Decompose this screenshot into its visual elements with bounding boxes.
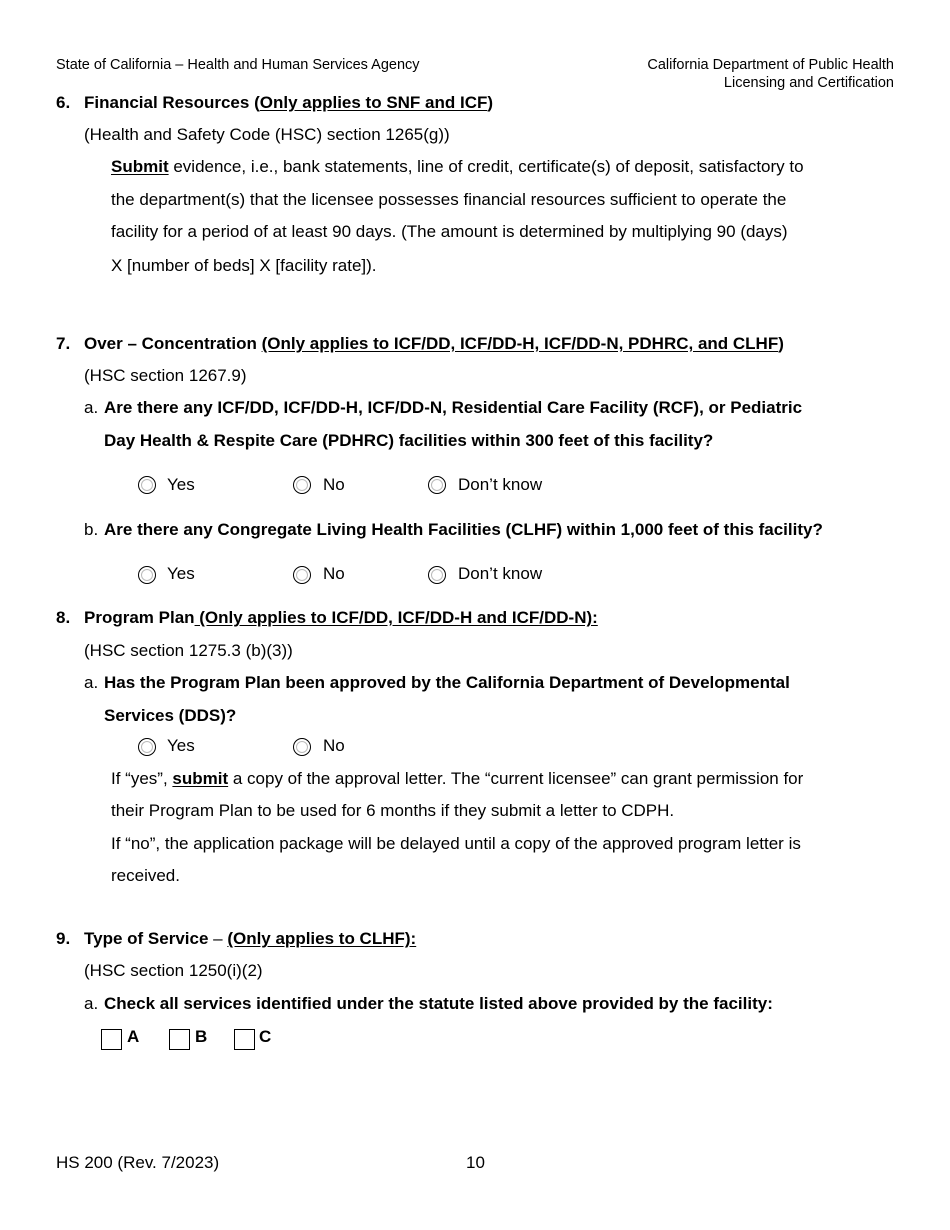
footer-form-number: HS 200 (Rev. 7/2023) — [56, 1153, 220, 1172]
service-b-checkbox[interactable] — [169, 1029, 190, 1050]
s7a-no-label: No — [323, 475, 345, 494]
service-b-label: B — [195, 1027, 208, 1046]
header-division: Licensing and Certification — [723, 75, 894, 91]
s7b-no-label: No — [323, 564, 345, 583]
section-8-no-instruction-line2: received. — [111, 866, 180, 885]
s7a-no-radio[interactable] — [293, 476, 311, 494]
footer-page-number: 10 — [466, 1153, 485, 1172]
section-7-title: Over – Concentration (Only applies to ICF/DD, ICF/DD-H, ICF/DD-N, PDHRC, and CLHF) — [84, 334, 784, 353]
section-6-text-line3: facility for a period of at least 90 days. (The amount is determined by multiplying 90 (days) — [111, 222, 788, 241]
service-a-checkbox[interactable] — [101, 1029, 122, 1050]
s8a-no-label: No — [323, 736, 345, 755]
s7a-yes-label: Yes — [167, 475, 195, 494]
section-6-reference: (Health and Safety Code (HSC) section 1265(g)) — [84, 125, 450, 144]
section-7-reference: (HSC section 1267.9) — [84, 366, 247, 385]
s8a-yes-label: Yes — [167, 736, 195, 755]
section-7a-question-line1: Are there any ICF/DD, ICF/DD-H, ICF/DD-N, Residential Care Facility (RCF), or Pediatric — [104, 398, 803, 417]
section-8-yes-instruction: If “yes”, submit a copy of the approval letter. The “current licensee” can grant permission for — [111, 769, 804, 788]
s7b-dont-know-radio[interactable] — [428, 566, 446, 584]
s7a-dont-know-radio[interactable] — [428, 476, 446, 494]
section-7a-question-line2: Day Health & Respite Care (PDHRC) facilities within 300 feet of this facility? — [104, 431, 714, 450]
header-department: California Department of Public Health — [647, 57, 894, 73]
section-8-title: Program Plan (Only applies to ICF/DD, ICF/DD-H and ICF/DD-N): — [84, 608, 598, 627]
service-c-checkbox[interactable] — [234, 1029, 255, 1050]
section-7b-question: Are there any Congregate Living Health Facilities (CLHF) within 1,000 feet of this facility? — [104, 520, 823, 539]
s8a-yes-radio[interactable] — [138, 738, 156, 756]
section-6-text-line2: the department(s) that the licensee possesses financial resources sufficient to operate the — [111, 190, 787, 209]
section-7-number: 7. — [56, 334, 71, 353]
section-9-number: 9. — [56, 929, 71, 948]
s7a-dont-know-label: Don’t know — [458, 475, 543, 494]
section-9-title: Type of Service – (Only applies to CLHF): — [84, 929, 417, 948]
section-9a-question: Check all services identified under the statute listed above provided by the facility: — [104, 994, 773, 1013]
section-6-text-line1: Submit evidence, i.e., bank statements, line of credit, certificate(s) of deposit, satisfactory to — [111, 157, 804, 176]
section-8-number: 8. — [56, 608, 71, 627]
s7b-yes-radio[interactable] — [138, 566, 156, 584]
header-agency: State of California – Health and Human Services Agency — [56, 57, 420, 73]
s7b-no-radio[interactable] — [293, 566, 311, 584]
service-a-label: A — [127, 1027, 140, 1046]
section-9a-letter: a. — [84, 994, 99, 1013]
s8a-no-radio[interactable] — [293, 738, 311, 756]
service-c-label: C — [259, 1027, 272, 1046]
section-7a-letter: a. — [84, 398, 99, 417]
s7a-yes-radio[interactable] — [138, 476, 156, 494]
section-8-yes-instruction-line2: their Program Plan to be used for 6 months if they submit a letter to CDPH. — [111, 801, 675, 820]
section-8-reference: (HSC section 1275.3 (b)(3)) — [84, 641, 293, 660]
s7b-yes-label: Yes — [167, 564, 195, 583]
s7b-dont-know-label: Don’t know — [458, 564, 543, 583]
section-8-no-instruction: If “no”, the application package will be delayed until a copy of the approved program letter is — [111, 834, 801, 853]
section-7b-letter: b. — [84, 520, 99, 539]
section-6-text-line4: X [number of beds] X [facility rate]). — [111, 256, 377, 275]
section-9-reference: (HSC section 1250(i)(2) — [84, 961, 263, 980]
section-6-title: Financial Resources (Only applies to SNF and ICF) — [84, 93, 494, 112]
section-8a-question-line2: Services (DDS)? — [104, 706, 237, 725]
section-8a-question-line1: Has the Program Plan been approved by the California Department of Developmental — [104, 673, 790, 692]
section-6-number: 6. — [56, 93, 71, 112]
section-8a-letter: a. — [84, 673, 99, 692]
